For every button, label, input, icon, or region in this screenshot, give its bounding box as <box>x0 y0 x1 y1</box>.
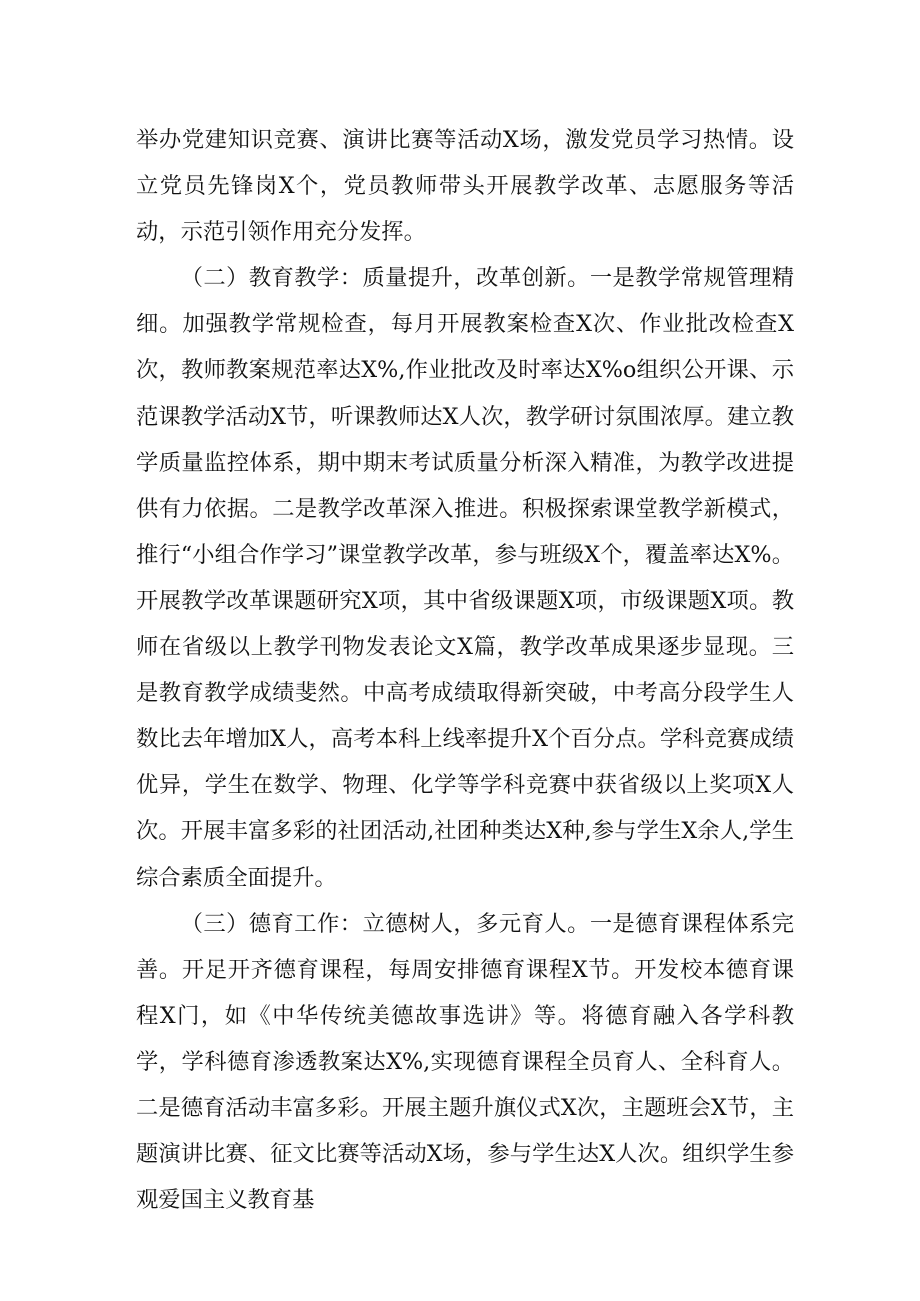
paragraph-education-teaching: （二）教育教学：质量提升，改革创新。一是教学常规管理精细。加强教学常规检查，每月开展教案检查X次、作业批改检查X次，教师教案规范率达X%,作业批改及时率达X%o组织公开课、示范课教学活动X节，听课教师达X人次，教学研讨氛围浓厚。建立教学质量监控体系，期中期末考试质量分析深入精准，为教学改进提供有力依据。二是教学改革深入推进。积极探索课堂教学新模式，推行“小组合作学习”课堂教学改革，参与班级X个，覆盖率达X%。开展教学改革课题研究X项，其中省级课题X项，市级课题X项。教师在省级以上教学刊物发表论文X篇，教学改革成果逐步显现。三是教育教学成绩斐然。中高考成绩取得新突破，中考高分段学生人数比去年增加X人，高考本科上线率提升X个百分点。学科竞赛成绩优异，学生在数学、物理、化学等学科竞赛中获省级以上奖项X人次。开展丰富多彩的社团活动,社团种类达X种,参与学生X余人,学生综合素质全面提升。 <box>136 265 794 891</box>
paragraph-moral-education: （三）德育工作：立德树人，多元育人。一是德育课程体系完善。开足开齐德育课程，每周安排德育课程X节。开发校本德育课程X门，如《中华传统美德故事选讲》等。将德育融入各学科教学，学科德育渗透教案达X%,实现德育课程全员育人、全科育人。二是德育活动丰富多彩。开展主题升旗仪式X次，主题班会X节，主题演讲比赛、征文比赛等活动X场，参与学生达X人次。组织学生参观爱国主义教育基 <box>136 910 794 1214</box>
document-body <box>136 117 794 1223</box>
paragraph-party-building-continuation: 举办党建知识竞赛、演讲比赛等活动X场，激发党员学习热情。设立党员先锋岗X个，党员教师带头开展教学改革、志愿服务等活动，示范引领作用充分发挥。 <box>136 127 794 246</box>
